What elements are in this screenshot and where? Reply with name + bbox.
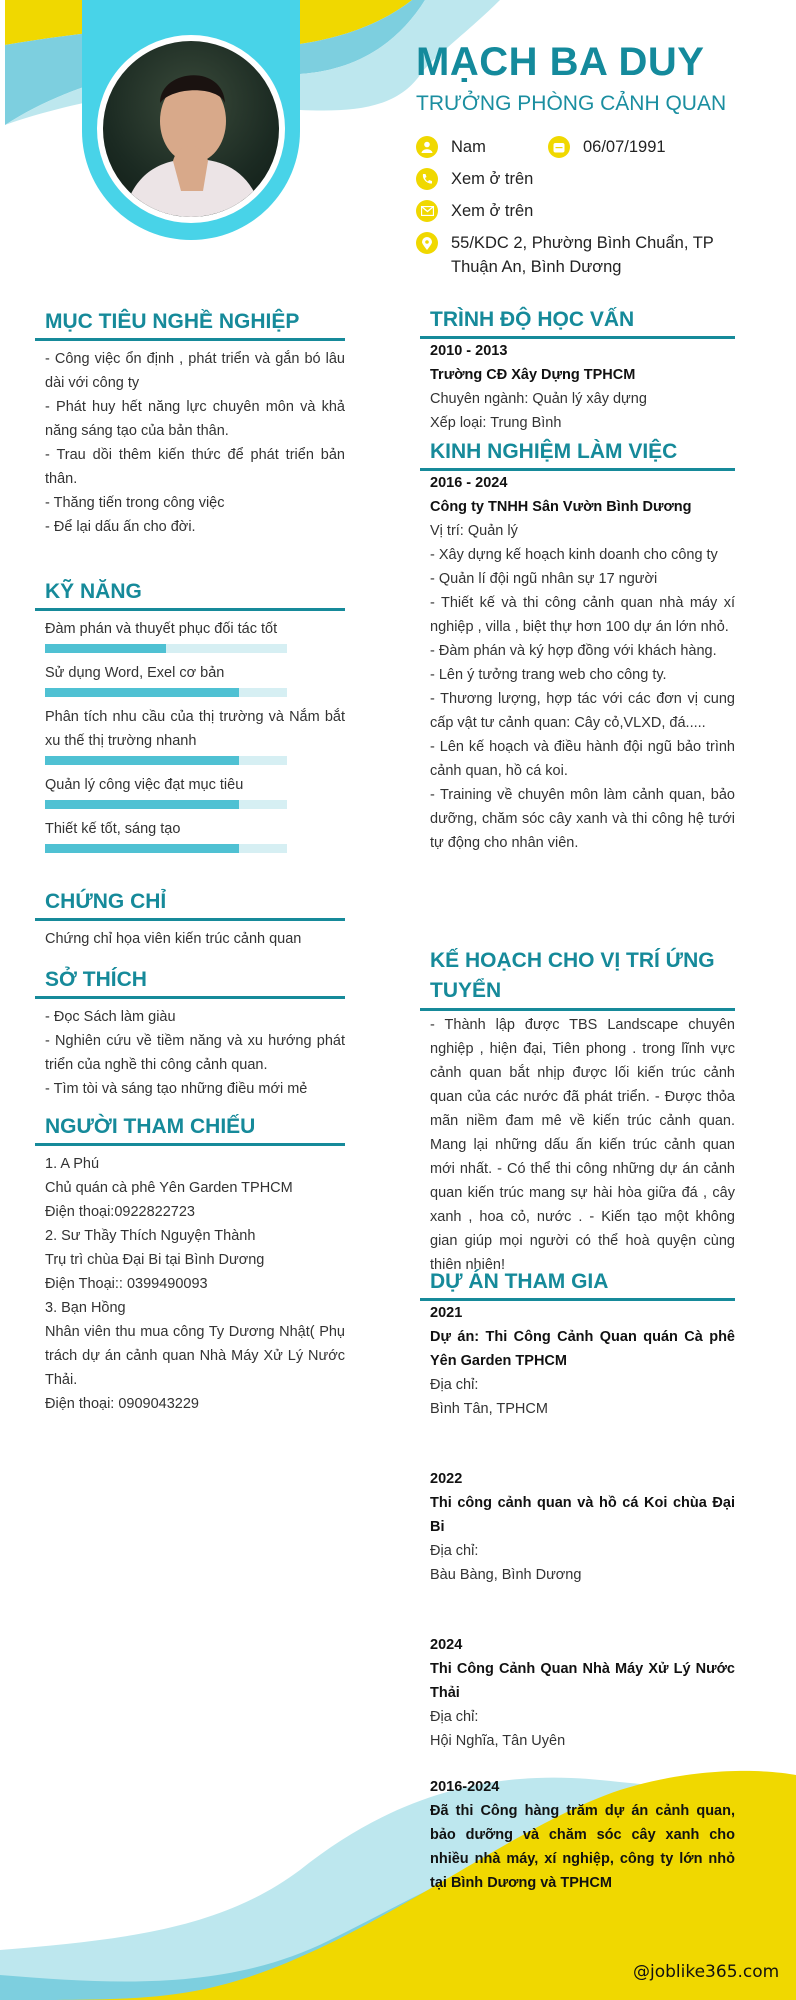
section-references xyxy=(35,1113,345,1416)
section-heading: TRÌNH ĐỘ HỌC VẤN xyxy=(430,308,635,331)
address: 55/KDC 2, Phường Bình Chuẩn, TP Thuận An, Bình Dương xyxy=(451,234,714,276)
project-name: Thi Công Cảnh Quan Nhà Máy Xử Lý Nước Thải xyxy=(430,1661,735,1701)
avatar-silhouette-icon xyxy=(103,41,279,217)
project-name: Đã thi Công hàng trăm dự án cảnh quan, bảo dưỡng và chăm sóc cây xanh cho nhiều nhà máy, xí nghiệp, công ty lớn nhỏ tại Bình Dương và TPHCM xyxy=(430,1803,735,1891)
divider xyxy=(35,338,345,341)
experience-period: 2016 - 2024 xyxy=(430,475,508,491)
skill-bar xyxy=(45,756,287,765)
section-certificates xyxy=(35,888,345,951)
skill-bar xyxy=(45,688,287,697)
project-address-label: Địa chỉ: xyxy=(430,1709,479,1725)
education-detail: Chuyên ngành: Quản lý xây dựng xyxy=(430,391,647,407)
skill-bar xyxy=(45,844,287,853)
skill-label: Sử dụng Word, Exel cơ bản xyxy=(45,665,225,681)
reference-line: 1. A Phú xyxy=(45,1156,100,1172)
hobby-item: - Đọc Sách làm giàu xyxy=(45,1009,176,1025)
section-skills xyxy=(35,578,345,861)
objective-item: - Trau dồi thêm kiến thức để phát triển bản thân. xyxy=(45,447,345,487)
experience-item: - Training về chuyên môn làm cảnh quan, bảo dưỡng, chăm sóc cây xanh và thi công hệ tưới tự động cho nhân viên. xyxy=(430,787,735,851)
user-icon xyxy=(416,136,438,158)
phone: Xem ở trên xyxy=(451,170,534,188)
phone-icon xyxy=(416,168,438,190)
reference-line: 2. Sư Thầy Thích Nguyện Thành xyxy=(45,1228,256,1244)
calendar-icon xyxy=(548,136,570,158)
section-heading: KINH NGHIỆM LÀM VIỆC xyxy=(430,440,678,463)
location-icon xyxy=(416,232,438,254)
gender: Nam xyxy=(451,138,486,156)
plan-text: - Thành lập được TBS Landscape chuyên nghiệp , hiện đại, Tiên phong . trong lĩnh vực cảnh quan bắt nhịp được lối kiến trúc cảnh quan của các nước đã phát triển. - Được thỏa mãn niềm đam mê về kiến trúc cảnh quan. Mang lại những dấu ấn kiến trúc cảnh quan mới nhất. - Có thể thi công những dự án cảnh quan kiến trúc mang sự hài hòa giữa đá , cây xanh , hoa cỏ, nước . - Kiến tạo một không gian giúp mọi người có thể hoà quyện cùng thiên nhiên! xyxy=(430,1017,735,1273)
section-heading: KỸ NĂNG xyxy=(45,580,142,603)
section-heading: SỞ THÍCH xyxy=(45,968,147,991)
section-hobbies xyxy=(35,966,345,1101)
reference-line: Điện Thoại:: 0399490093 xyxy=(45,1276,208,1292)
project-address-label: Địa chỉ: xyxy=(430,1543,479,1559)
job-title: TRƯỞNG PHÒNG CẢNH QUAN xyxy=(416,92,727,115)
experience-item: - Lên ý tưởng trang web cho công ty. xyxy=(430,667,667,683)
reference-line: Chủ quán cà phê Yên Garden TPHCM xyxy=(45,1180,293,1196)
section-objective xyxy=(35,308,345,539)
spacer xyxy=(430,1753,735,1775)
project-name: Thi công cảnh quan và hồ cá Koi chùa Đại Bi xyxy=(430,1495,735,1535)
birthday: 06/07/1991 xyxy=(583,138,666,156)
reference-line: Điện thoại: 0909043229 xyxy=(45,1396,199,1412)
objective-item: - Phát huy hết năng lực chuyên môn và khả năng sáng tạo của bản thân. xyxy=(45,399,345,439)
project-address-label: Địa chỉ: xyxy=(430,1377,479,1393)
skill-label: Quản lý công việc đạt mục tiêu xyxy=(45,777,244,793)
education-period: 2010 - 2013 xyxy=(430,343,508,359)
skill-bar-fill xyxy=(45,756,239,765)
section-experience xyxy=(420,438,735,855)
section-plan xyxy=(420,946,735,1277)
reference-line: 3. Bạn Hồng xyxy=(45,1300,126,1316)
divider xyxy=(35,996,345,999)
skill-bar-fill xyxy=(45,644,166,653)
project-address: Hội Nghĩa, Tân Uyên xyxy=(430,1733,566,1749)
skill-bar xyxy=(45,644,287,653)
skill-bar xyxy=(45,800,287,809)
experience-item: - Đàm phán và ký hợp đồng với khách hàng. xyxy=(430,643,717,659)
objective-item: - Để lại dấu ấn cho đời. xyxy=(45,519,196,535)
objective-item: - Thăng tiến trong công việc xyxy=(45,495,225,511)
reference-line: Điện thoại:0922822723 xyxy=(45,1204,195,1220)
section-projects xyxy=(420,1268,735,1895)
profile-photo xyxy=(97,35,285,223)
spacer xyxy=(430,1421,735,1467)
experience-item: - Thiết kế và thi công cảnh quan nhà máy xí nghiệp , villa , biệt thự hơn 100 dự án lớn nhỏ. xyxy=(430,595,735,635)
section-education xyxy=(420,306,735,435)
certificate-item: Chứng chỉ họa viên kiến trúc cảnh quan xyxy=(45,931,302,947)
project-name: Dự án: Thi Công Cảnh Quan quán Cà phê Yên Garden TPHCM xyxy=(430,1329,735,1369)
watermark: @joblike365.com xyxy=(633,1962,780,1982)
project-address: Bình Tân, TPHCM xyxy=(430,1401,548,1417)
skill-label: Đàm phán và thuyết phục đối tác tốt xyxy=(45,621,278,637)
hobby-item: - Tìm tòi và sáng tạo những điều mới mẻ xyxy=(45,1081,308,1097)
email: Xem ở trên xyxy=(451,202,534,220)
section-heading: MỤC TIÊU NGHỀ NGHIỆP xyxy=(45,310,300,333)
section-heading: NGƯỜI THAM CHIẾU xyxy=(45,1115,256,1138)
section-heading: CHỨNG CHỈ xyxy=(45,890,167,913)
divider xyxy=(35,918,345,921)
section-heading: KẾ HOẠCH CHO VỊ TRÍ ỨNG TUYỂN xyxy=(430,949,715,1002)
objective-item: - Công việc ổn định , phát triển và gắn bó lâu dài với công ty xyxy=(45,351,345,391)
experience-company: Công ty TNHH Sân Vườn Bình Dương xyxy=(430,499,692,515)
experience-item: - Thương lượng, hợp tác với các đơn vị cung cấp vật tư cảnh quan: Cây cỏ,VLXD, đá..... xyxy=(430,691,735,731)
divider xyxy=(420,1008,735,1011)
experience-item: - Xây dựng kế hoạch kinh doanh cho công ty xyxy=(430,547,718,563)
skill-bar-fill xyxy=(45,844,239,853)
email-icon xyxy=(416,200,438,222)
experience-item: - Quản lí đội ngũ nhân sự 17 người xyxy=(430,571,658,587)
experience-item: - Lên kế hoạch và điều hành đội ngũ bảo trình cảnh quan, hồ cá koi. xyxy=(430,739,735,779)
skill-label: Thiết kế tốt, sáng tạo xyxy=(45,821,181,837)
experience-item: Vị trí: Quản lý xyxy=(430,523,518,539)
candidate-name: MẠCH BA DUY xyxy=(416,40,705,84)
skill-bar-fill xyxy=(45,800,239,809)
project-year: 2022 xyxy=(430,1471,463,1487)
hobby-item: - Nghiên cứu về tiềm năng và xu hướng phát triển của nghề thi công cảnh quan. xyxy=(45,1033,345,1073)
reference-line: Nhân viên thu mua công Ty Dương Nhật( Phụ trách dự án cảnh quan Nhà Máy Xử Lý Nước Thải. xyxy=(45,1324,345,1388)
skill-bar-fill xyxy=(45,688,239,697)
education-school: Trường CĐ Xây Dựng TPHCM xyxy=(430,367,636,383)
skill-label: Phân tích nhu cầu của thị trường và Nắm bắt xu thế thị trường nhanh xyxy=(45,709,345,749)
project-address: Bàu Bàng, Bình Dương xyxy=(430,1567,582,1583)
divider xyxy=(35,608,345,611)
project-year: 2016-2024 xyxy=(430,1779,500,1795)
section-heading: DỰ ÁN THAM GIA xyxy=(430,1270,609,1293)
project-year: 2021 xyxy=(430,1305,463,1321)
spacer xyxy=(430,1587,735,1633)
project-year: 2024 xyxy=(430,1637,463,1653)
reference-line: Trụ trì chùa Đại Bi tại Bình Dương xyxy=(45,1252,265,1268)
divider xyxy=(35,1143,345,1146)
education-detail: Xếp loại: Trung Bình xyxy=(430,415,562,431)
